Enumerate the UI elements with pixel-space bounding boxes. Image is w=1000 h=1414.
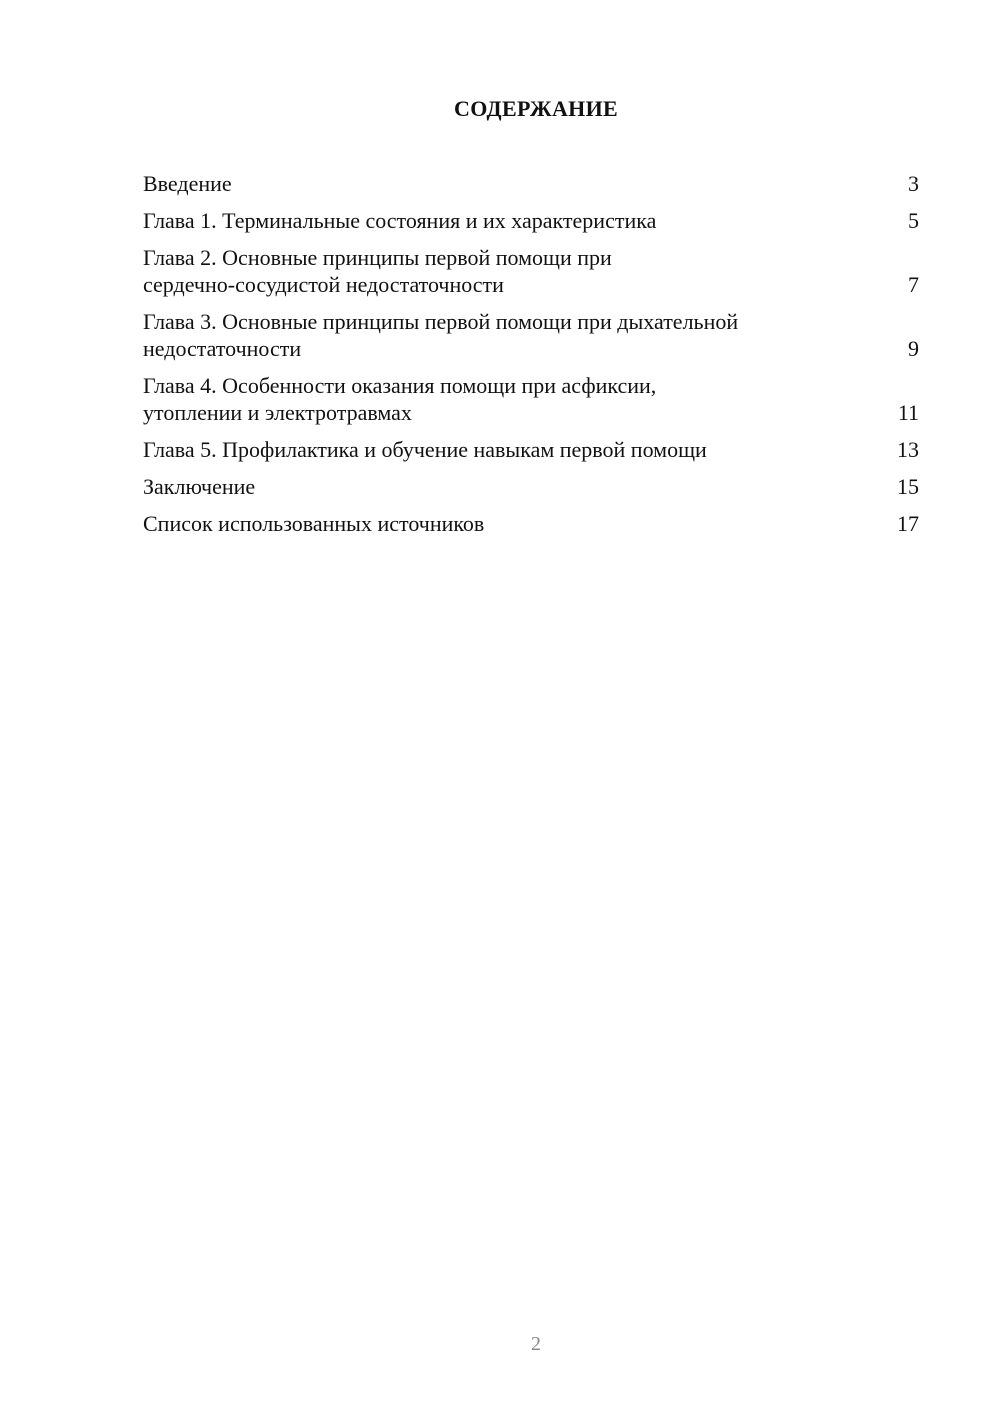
toc-title (0, 96, 1000, 122)
toc-entry-page-number: 5 (908, 208, 919, 233)
table-of-contents (143, 170, 919, 547)
toc-entry-label: Глава 2. Основные принципы первой помощи при сердечно-сосудистой недостаточности (143, 245, 612, 297)
page-number-footer: 2 (531, 1333, 541, 1355)
toc-entry-label: Глава 5. Профилактика и обучение навыкам первой помощи (143, 437, 707, 462)
toc-entry-chapter-5 (143, 436, 919, 463)
toc-entry-chapter-2 (143, 244, 919, 298)
toc-entry-label: Введение (143, 171, 232, 196)
toc-entry-page-number: 13 (897, 437, 919, 462)
toc-entry-page-number: 15 (897, 474, 919, 499)
toc-entry-conclusion (143, 473, 919, 500)
toc-entry-page-number: 7 (908, 272, 919, 297)
toc-entry-page-number: 9 (908, 336, 919, 361)
toc-entry-label: Список использованных источников (143, 511, 485, 536)
toc-entry-label: Глава 1. Терминальные состояния и их характеристика (143, 208, 657, 233)
toc-entry-label: Заключение (143, 474, 256, 499)
toc-entry-chapter-1 (143, 207, 919, 234)
toc-title-text: СОДЕРЖАНИЕ (454, 96, 618, 121)
toc-entry-page-number: 11 (897, 400, 919, 425)
toc-entry-references (143, 510, 919, 537)
toc-entry-chapter-3 (143, 308, 919, 362)
toc-entry-label: Глава 3. Основные принципы первой помощи при дыхательной недостаточности (143, 309, 739, 361)
toc-entry-chapter-4 (143, 372, 919, 426)
toc-entry-introduction (143, 170, 919, 197)
toc-entry-page-number: 3 (908, 171, 919, 196)
toc-entry-label: Глава 4. Особенности оказания помощи при асфиксии, утоплении и электротравмах (143, 373, 657, 425)
toc-entry-page-number: 17 (897, 511, 919, 536)
